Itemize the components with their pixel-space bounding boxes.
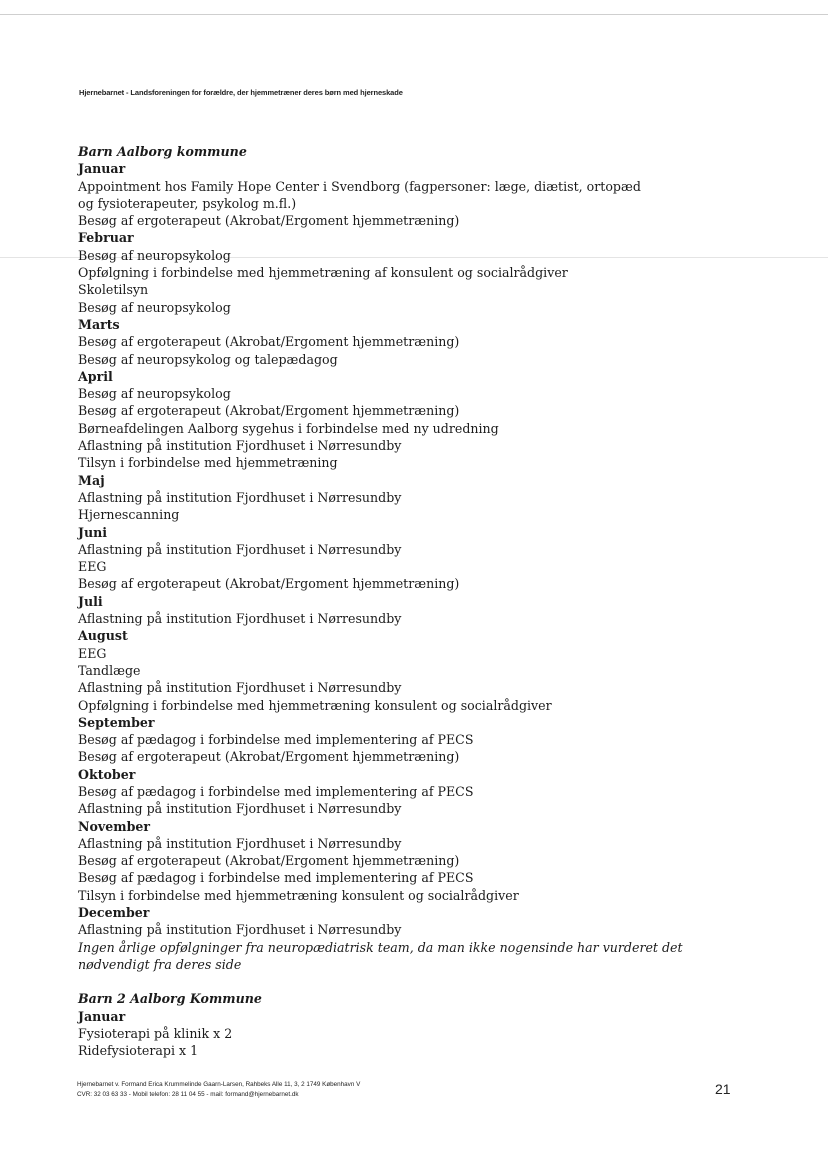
page-number: 21 — [715, 1081, 731, 1097]
list-item: Aflastning på institution Fjordhuset i Nørresundby — [78, 680, 402, 696]
month-heading: Januar — [78, 1008, 126, 1024]
list-item: Tilsyn i forbindelse med hjemmetræning konsulent og socialrådgiver — [78, 887, 519, 903]
section-note: Ingen årlige opfølgninger fra neuropædiatrisk team, da man ikke nogensinde har vurderet det nødvendigt fra deres side — [78, 939, 683, 972]
list-item: Aflastning på institution Fjordhuset i Nørresundby — [78, 438, 402, 454]
month-heading: December — [78, 905, 150, 921]
list-item: Besøg af pædagog i forbindelse med implementering af PECS — [78, 870, 474, 886]
list-item: Ridefysioterapi x 1 — [78, 1043, 199, 1059]
section-title: Barn 2 Aalborg Kommune — [78, 991, 262, 1007]
list-item: Besøg af pædagog i forbindelse med implementering af PECS — [78, 732, 474, 748]
list-item: Hjernescanning — [78, 507, 180, 523]
month-heading: Juli — [78, 593, 103, 609]
list-item: Besøg af ergoterapeut (Akrobat/Ergoment hjemmetræning) — [78, 853, 460, 869]
list-item: Appointment hos Family Hope Center i Svendborg (fagpersoner: læge, diætist, ortopæd og fysioterapeuter, psykolog m.fl.) — [78, 178, 641, 211]
list-item: Opfølgning i forbindelse med hjemmetræning af konsulent og socialrådgiver — [78, 265, 568, 281]
list-item: Besøg af ergoterapeut (Akrobat/Ergoment hjemmetræning) — [78, 749, 460, 765]
footer-address: Hjernebarnet v. Formand Erica Krummelinde Gaarn-Larsen, Rahbeks Alle 11, 3, 2 1749 København V — [77, 1081, 361, 1088]
list-item: Besøg af ergoterapeut (Akrobat/Ergoment hjemmetræning) — [78, 576, 460, 592]
list-item: Skoletilsyn — [78, 282, 149, 298]
list-item: Tilsyn i forbindelse med hjemmetræning — [78, 455, 338, 471]
list-item: Aflastning på institution Fjordhuset i Nørresundby — [78, 611, 402, 627]
list-item: Opfølgning i forbindelse med hjemmetræning konsulent og socialrådgiver — [78, 697, 552, 713]
list-item: Børneafdelingen Aalborg sygehus i forbindelse med ny udredning — [78, 420, 499, 436]
month-heading: September — [78, 714, 155, 730]
section-title: Barn Aalborg kommune — [78, 144, 247, 159]
month-heading: April — [78, 368, 113, 384]
month-heading: Marts — [78, 316, 120, 332]
list-item: Aflastning på institution Fjordhuset i Nørresundby — [78, 489, 402, 505]
footer-contact: CVR: 32 03 63 33 - Mobil telefon: 28 11 04 55 - mail: formand@hjernebarnet.dk — [77, 1090, 299, 1098]
page-header: Hjernebarnet - Landsforeningen for forældre, der hjemmetræner deres børn med hjerneskade — [79, 88, 403, 97]
page-footer — [77, 1080, 360, 1099]
list-item: Besøg af neuropsykolog — [78, 299, 231, 315]
month-heading: Juni — [78, 524, 108, 540]
month-heading: November — [78, 818, 151, 834]
list-item: Besøg af ergoterapeut (Akrobat/Ergoment hjemmetræning) — [78, 334, 460, 350]
list-item: Besøg af pædagog i forbindelse med implementering af PECS — [78, 783, 474, 799]
list-item: Aflastning på institution Fjordhuset i Nørresundby — [78, 801, 402, 817]
list-item: Fysioterapi på klinik x 2 — [78, 1025, 233, 1041]
month-heading: Februar — [78, 230, 134, 246]
section-spacer — [78, 973, 758, 990]
month-heading: Maj — [78, 472, 105, 488]
list-item: Besøg af ergoterapeut (Akrobat/Ergoment hjemmetræning) — [78, 403, 460, 419]
list-item: EEG — [78, 559, 107, 575]
month-heading: Oktober — [78, 766, 136, 782]
list-item: Besøg af neuropsykolog — [78, 386, 231, 402]
month-heading: Januar — [78, 161, 126, 177]
list-item: EEG — [78, 645, 107, 661]
list-item: Aflastning på institution Fjordhuset i Nørresundby — [78, 835, 402, 851]
document-body — [78, 143, 758, 1059]
scan-artifact-top — [0, 14, 828, 15]
list-item: Aflastning på institution Fjordhuset i Nørresundby — [78, 922, 402, 938]
list-item: Besøg af ergoterapeut (Akrobat/Ergoment hjemmetræning) — [78, 213, 460, 229]
list-item: Aflastning på institution Fjordhuset i Nørresundby — [78, 541, 402, 557]
list-item: Tandlæge — [78, 662, 141, 678]
list-item: Besøg af neuropsykolog — [78, 247, 231, 263]
list-item: Besøg af neuropsykolog og talepædagog — [78, 351, 338, 367]
month-heading: August — [78, 628, 128, 644]
